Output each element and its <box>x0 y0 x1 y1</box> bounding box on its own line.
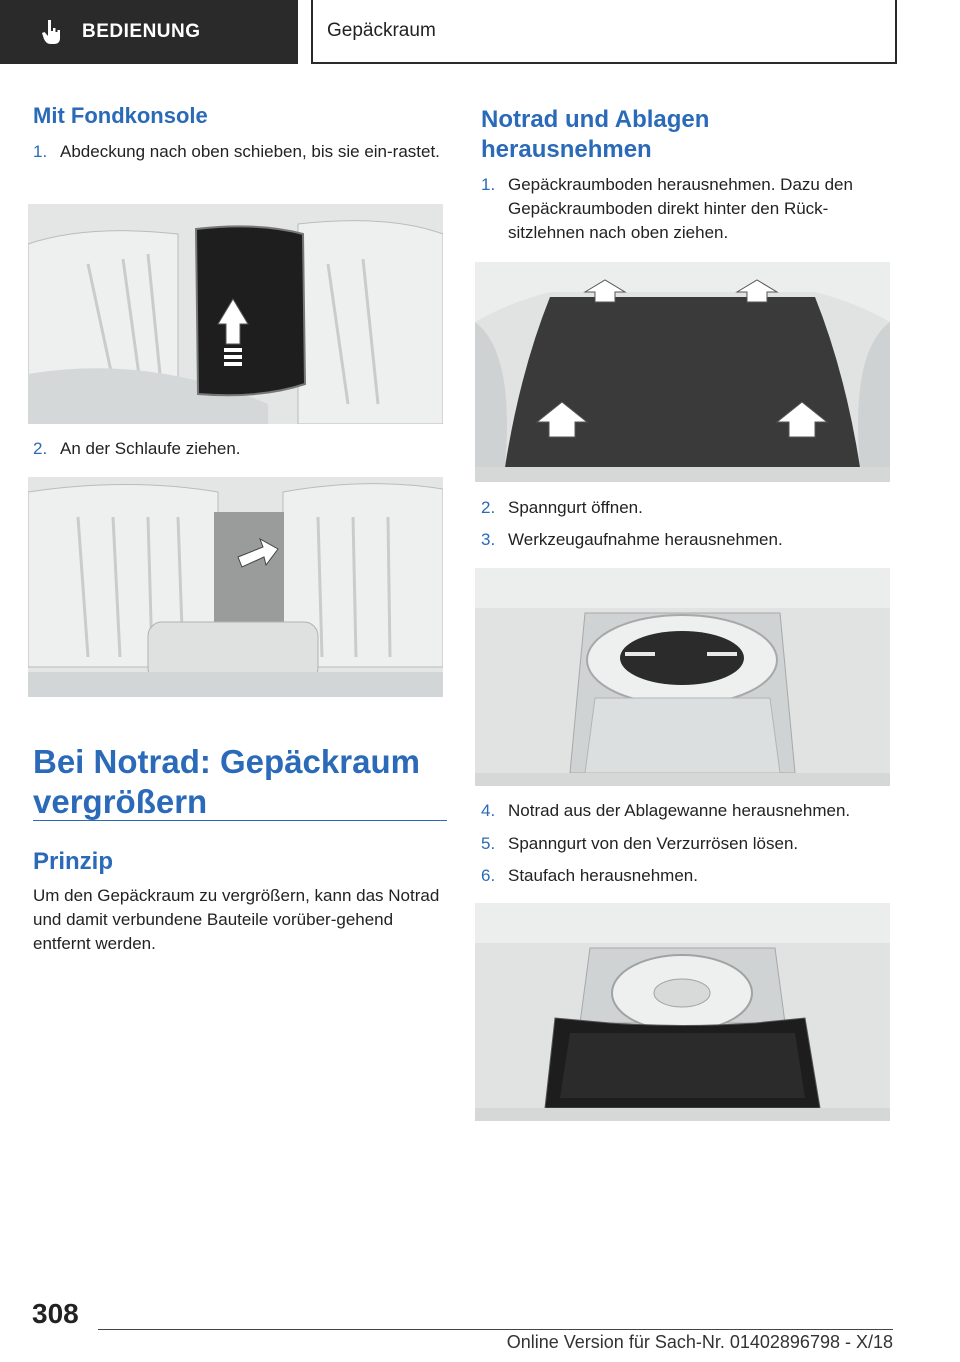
step-item <box>481 528 897 552</box>
step-text: Werkzeugaufnahme herausnehmen. <box>508 530 783 549</box>
subheading-prinzip: Prinzip <box>33 848 114 875</box>
step-item <box>481 832 897 856</box>
figure-rear-seats-loop <box>28 477 443 697</box>
subheading-fondkonsole: Mit Fondkonsole <box>33 103 208 128</box>
step-number: 3. <box>481 530 496 549</box>
figure-rear-seat-cover <box>28 204 443 424</box>
figure-storage-tray <box>475 903 890 1121</box>
step-number: 2. <box>33 439 48 458</box>
step-text: An der Schlaufe ziehen. <box>60 439 241 458</box>
step-text: Gepäckraumboden herausnehmen. Dazu den Gepäckraumboden direkt hinter den Rück-sitzlehnen nach oben ziehen. <box>508 175 853 242</box>
main-heading <box>33 742 420 822</box>
step-text: Spanngurt von den Verzurrösen lösen. <box>508 834 799 853</box>
main-heading-line: vergrößern <box>33 783 208 820</box>
step-number: 1. <box>33 142 48 161</box>
footer-rule <box>98 1329 893 1330</box>
step-item <box>33 437 443 461</box>
principle-paragraph: Um den Gepäckraum zu vergrößern, kann das Notrad und damit verbundene Bauteile vorüber-gehend entfernt werden. <box>33 886 440 953</box>
footer-online-version: Online Version für Sach-Nr. 01402896798 - X/18 <box>506 1332 893 1352</box>
section-tab <box>0 0 298 64</box>
chapter-header <box>311 0 897 64</box>
step-number: 4. <box>481 801 496 820</box>
step-item <box>481 864 897 888</box>
step-number: 2. <box>481 498 496 517</box>
step-number: 1. <box>481 175 496 194</box>
figure-trunk-floor <box>475 262 890 482</box>
chapter-label: Gepäckraum <box>327 20 436 41</box>
hand-icon <box>40 18 64 46</box>
step-text: Notrad aus der Ablagewanne herausnehmen. <box>508 801 851 820</box>
step-item <box>481 496 897 520</box>
right-heading-line: herausnehmen <box>481 136 652 163</box>
heading-rule <box>33 820 447 821</box>
step-text: Staufach herausnehmen. <box>508 866 698 885</box>
figure-spare-wheel-tools <box>475 568 890 786</box>
step-item <box>481 173 897 245</box>
right-heading-line: Notrad und Ablagen <box>481 106 710 133</box>
main-heading-line: Bei Notrad: Gepäckraum <box>33 743 420 780</box>
step-item <box>33 140 443 164</box>
step-text: Abdeckung nach oben schieben, bis sie ein-rastet. <box>60 142 440 161</box>
step-number: 6. <box>481 866 496 885</box>
step-item <box>481 799 897 823</box>
step-number: 5. <box>481 834 496 853</box>
page-number: 308 <box>32 1298 79 1329</box>
right-heading <box>481 105 709 165</box>
step-text: Spanngurt öffnen. <box>508 498 643 517</box>
section-label: BEDIENUNG <box>82 21 201 42</box>
